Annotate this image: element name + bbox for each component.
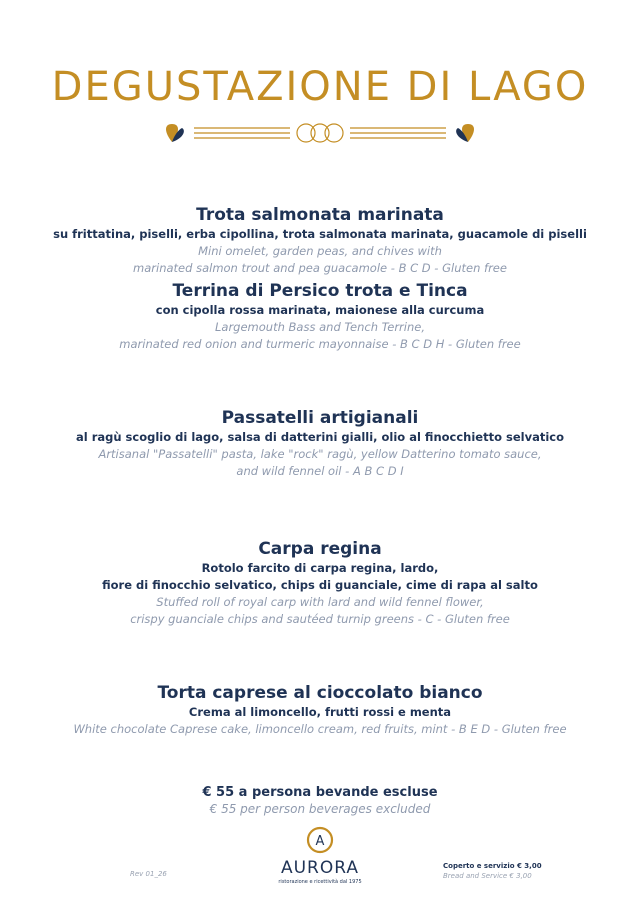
dish-description-en: Artisanal "Passatelli" pasta, lake "rock" ragù, yellow Datterino tomato sauce, (98, 447, 542, 461)
rope-knot-ornament (160, 118, 480, 148)
dish-description-en: Stuffed roll of royal carp with lard and wild fennel flower, (156, 595, 484, 609)
dish-description-it: al ragù scoglio di lago, salsa di datterini gialli, olio al finocchietto selvatico (76, 430, 564, 444)
service-it: Coperto e servizio € 3,00 (443, 862, 542, 870)
dish-description-it: su frittatina, piselli, erba cipollina, trota salmonata marinata, guacamole di piselli (53, 227, 587, 241)
dish-description-en: marinated salmon trout and pea guacamole - B C D - Gluten free (133, 261, 507, 275)
price-en: € 55 per person beverages excluded (209, 802, 431, 816)
dish-description-en: marinated red onion and turmeric mayonnaise - B C D H - Gluten free (119, 337, 521, 351)
logo-letter: A (315, 834, 325, 849)
dish-trota (0, 204, 640, 277)
dish-description-en: Mini omelet, garden peas, and chives with (198, 244, 442, 258)
dish-description-en: crispy guanciale chips and sautéed turnip greens - C - Gluten free (130, 612, 510, 626)
dish-description-en: and wild fennel oil - A B C D I (236, 464, 404, 478)
dish-description-en: White chocolate Caprese cake, limoncello cream, red fruits, mint - B E D - Gluten free (73, 722, 567, 736)
price-it: € 55 a persona bevande escluse (202, 785, 438, 800)
dish-name: Trota salmonata marinata (196, 205, 444, 225)
dish-description-it: Crema al limoncello, frutti rossi e menta (188, 705, 452, 719)
dish-description-it: fiore di finocchio selvatico, chips di guanciale, cime di rapa al salto (102, 578, 538, 592)
revision-label: Rev 01_26 (130, 870, 167, 878)
menu-title: DEGUSTAZIONE DI LAGO (51, 64, 589, 110)
service-en: Bread and Service € 3,00 (443, 872, 532, 880)
dish-torta (0, 682, 640, 738)
aurora-logo-icon (306, 826, 334, 854)
service-charge (443, 861, 542, 881)
dish-terrina (0, 280, 640, 353)
dish-name: Torta caprese al cioccolato bianco (157, 683, 483, 703)
aurora-logo (270, 826, 370, 886)
dish-description-en: Largemouth Bass and Tench Terrine, (215, 320, 425, 334)
price-block (0, 784, 640, 817)
dish-carpa (0, 538, 640, 628)
logo-name: AURORA (280, 858, 360, 878)
dish-name: Carpa regina (258, 539, 382, 559)
dish-name: Passatelli artigianali (221, 408, 419, 428)
dish-description-it: Rotolo farcito di carpa regina, lardo, (201, 561, 439, 575)
dish-passatelli (0, 407, 640, 480)
dish-description-it: con cipolla rossa marinata, maionese alla curcuma (155, 303, 485, 317)
logo-tagline: ristorazione e ricettività dal 1975 (278, 879, 362, 885)
dish-name: Terrina di Persico trota e Tinca (172, 281, 468, 301)
